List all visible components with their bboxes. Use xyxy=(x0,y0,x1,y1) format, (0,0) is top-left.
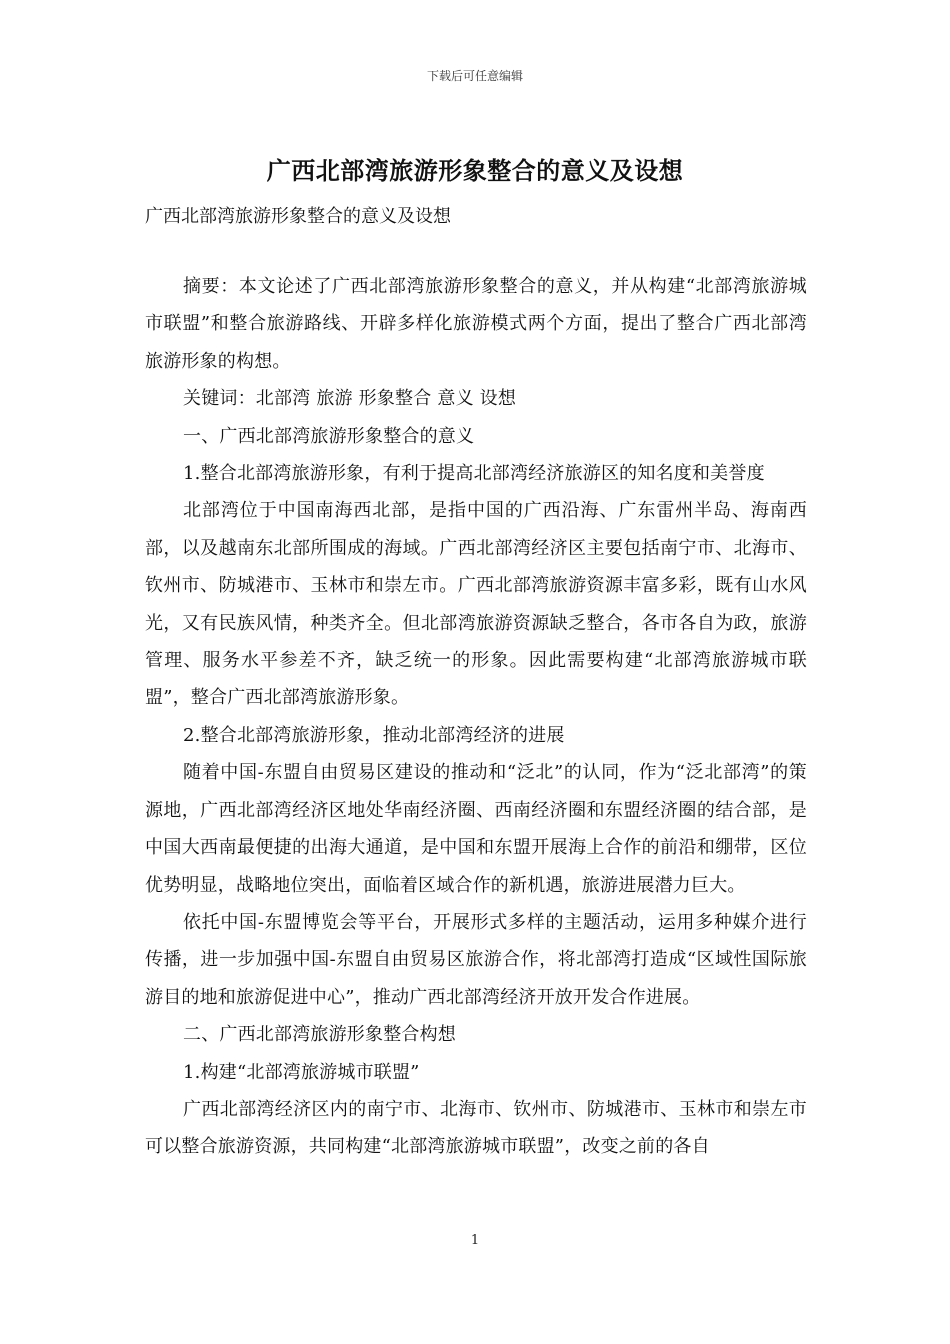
document-body xyxy=(145,268,807,1166)
body-paragraph: 随着中国-东盟自由贸易区建设的推动和“泛北”的认同，作为“泛北部湾”的策源地，广西北部湾经济区地处华南经济圈、西南经济圈和东盟经济圈的结合部，是中国大西南最便捷的出海大通道，是中国和东盟开展海上合作的前沿和绷带，区位优势明显，战略地位突出，面临着区域合作的新机遇，旅游进展潜力巨大。 xyxy=(145,762,807,896)
document-title: 广西北部湾旅游形象整合的意义及设想 xyxy=(266,156,684,185)
abstract-paragraph: 摘要：本文论述了广西北部湾旅游形象整合的意义，并从构建“北部湾旅游城市联盟”和整合旅游路线、开辟多样化旅游模式两个方面，提出了整合广西北部湾旅游形象的构想。 xyxy=(145,276,807,372)
page-number: 1 xyxy=(470,1233,480,1248)
keywords-paragraph: 关键词：北部湾 旅游 形象整合 意义 设想 xyxy=(183,388,517,410)
subsection-heading-2-1: 1.构建“北部湾旅游城市联盟” xyxy=(183,1061,420,1083)
body-paragraph: 北部湾位于中国南海西北部，是指中国的广西沿海、广东雷州半岛、海南西部，以及越南东北部所围成的海域。广西北部湾经济区主要包括南宁市、北海市、钦州市、防城港市、玉林市和崇左市。广西北部湾旅游资源丰富多彩，既有山水风光，又有民族风情，种类齐全。但北部湾旅游资源缺乏整合，各市各自为政，旅游管理、服务水平参差不齐，缺乏统一的形象。因此需要构建“北部湾旅游城市联盟”，整合广西北部湾旅游形象。 xyxy=(145,500,807,709)
page-header-note: 下载后可任意编辑 xyxy=(426,69,523,83)
body-paragraph: 广西北部湾经济区内的南宁市、北海市、钦州市、防城港市、玉林市和崇左市可以整合旅游资源，共同构建“北部湾旅游城市联盟”，改变之前的各自 xyxy=(145,1098,807,1158)
document-subtitle: 广西北部湾旅游形象整合的意义及设想 xyxy=(145,206,451,227)
subsection-heading-1-1: 1.整合北部湾旅游形象，有利于提高北部湾经济旅游区的知名度和美誉度 xyxy=(183,463,765,485)
body-paragraph: 依托中国-东盟博览会等平台，开展形式多样的主题活动，运用多种媒介进行传播，进一步加强中国-东盟自由贸易区旅游合作，将北部湾打造成“区域性国际旅游目的地和旅游促进中心”，推动广西北部湾经济开放开发合作进展。 xyxy=(145,911,807,1008)
subsection-heading-1-2: 2.整合北部湾旅游形象，推动北部湾经济的进展 xyxy=(183,724,565,746)
section-heading-2: 二、广西北部湾旅游形象整合构想 xyxy=(183,1024,456,1046)
section-heading-1: 一、广西北部湾旅游形象整合的意义 xyxy=(183,425,475,447)
